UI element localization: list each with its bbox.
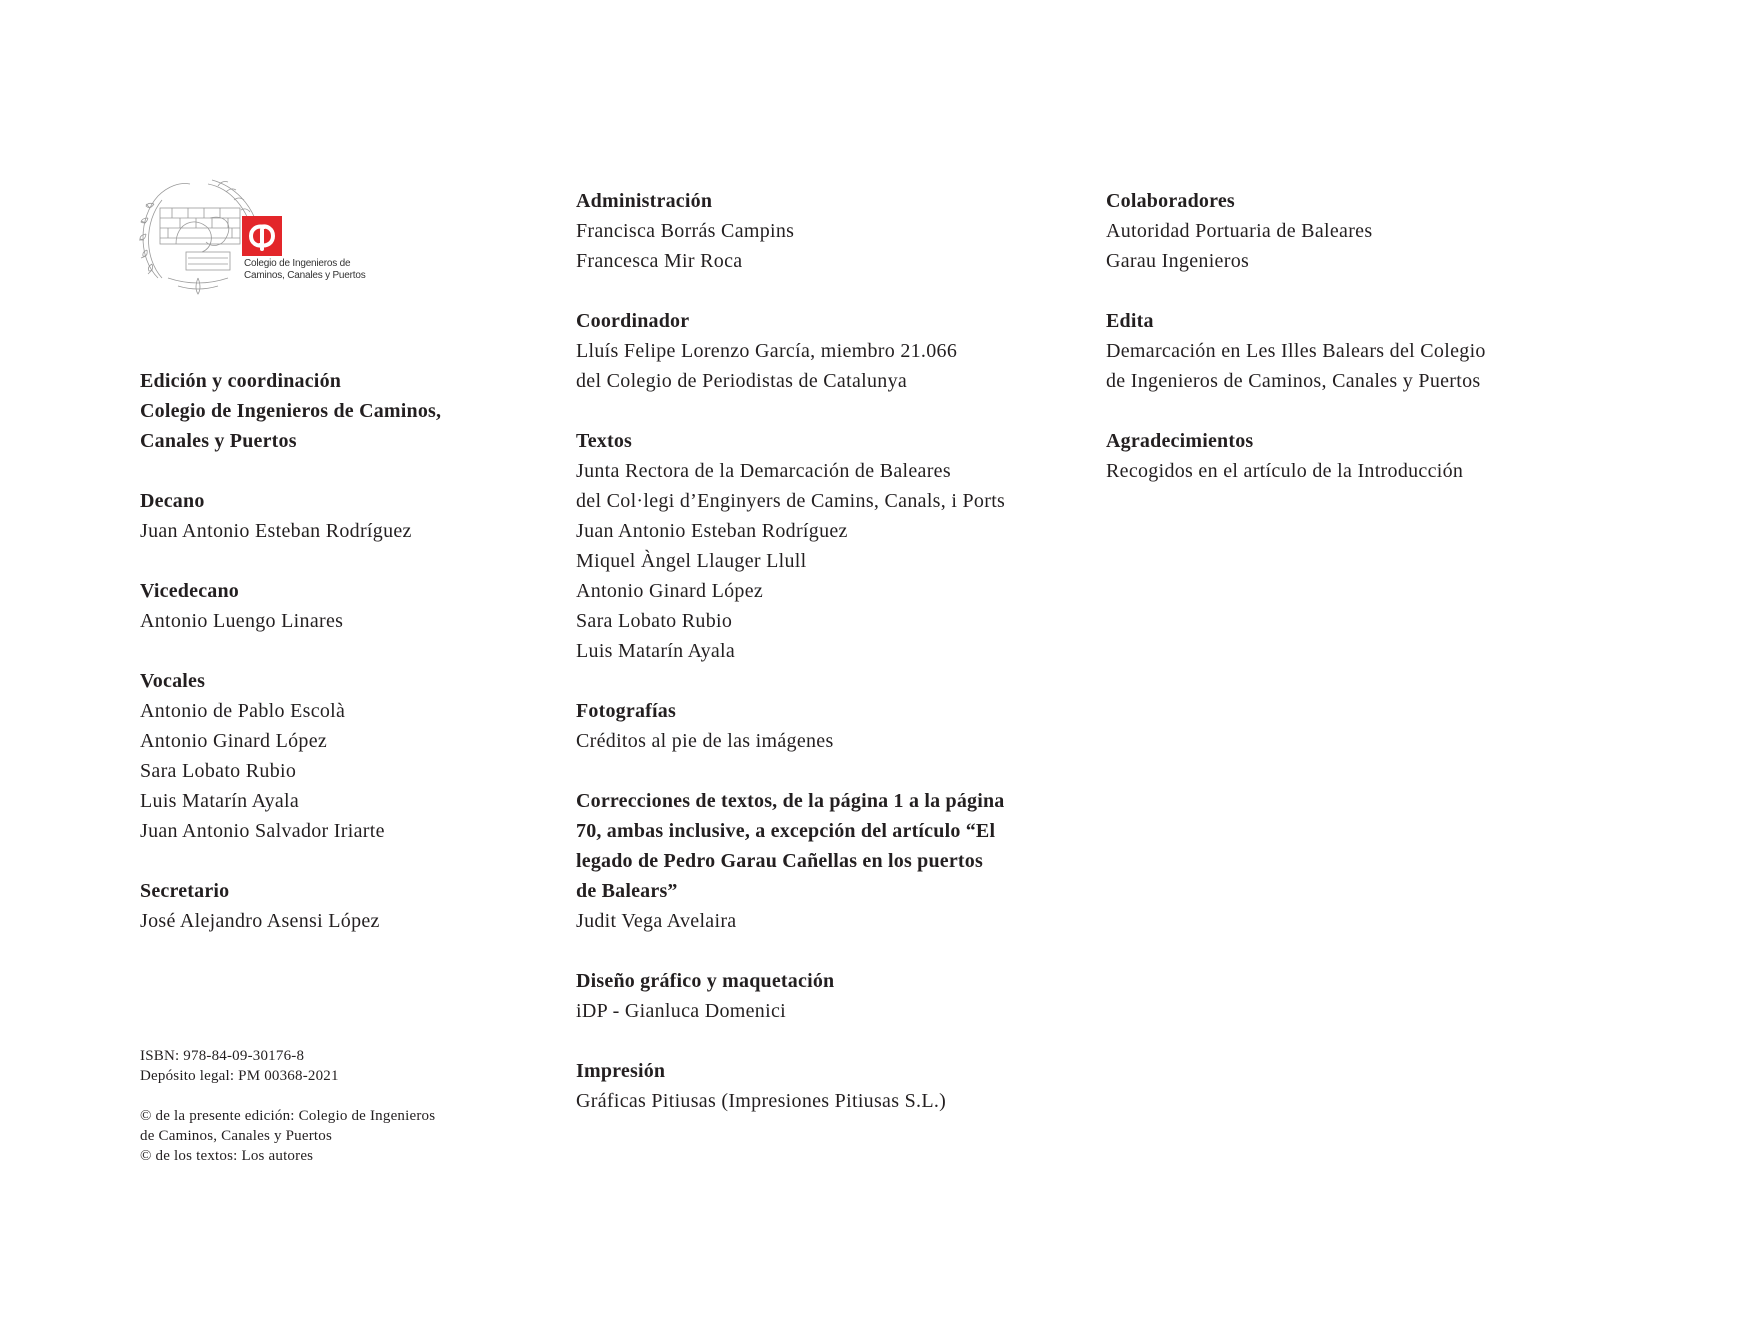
credit-section bbox=[1106, 306, 1546, 396]
credit-section bbox=[140, 576, 530, 636]
copyright-block bbox=[140, 1106, 435, 1166]
credit-section bbox=[140, 876, 530, 936]
section-line: Antonio Luengo Linares bbox=[140, 610, 344, 632]
section-line: José Alejandro Asensi López bbox=[140, 910, 380, 932]
credit-section bbox=[140, 366, 530, 456]
section-line: Junta Rectora de la Demarcación de Baleares bbox=[576, 460, 951, 482]
section-line: Francisca Borrás Campins bbox=[576, 220, 795, 242]
section-line: de Ingenieros de Caminos, Canales y Puertos bbox=[1106, 370, 1481, 392]
section-heading: Canales y Puertos bbox=[140, 430, 297, 452]
credit-section bbox=[1106, 186, 1546, 276]
credit-section bbox=[576, 306, 1046, 396]
section-line: Francesca Mir Roca bbox=[576, 250, 743, 272]
credit-section bbox=[1106, 426, 1546, 486]
section-line: Sara Lobato Rubio bbox=[576, 610, 733, 632]
logo-name-line2: Caminos, Canales y Puertos bbox=[244, 270, 366, 281]
section-line: iDP - Gianluca Domenici bbox=[576, 1000, 786, 1022]
credit-section bbox=[576, 426, 1046, 666]
section-line: Juan Antonio Esteban Rodríguez bbox=[140, 520, 412, 542]
credit-section bbox=[576, 966, 1046, 1026]
section-line: Créditos al pie de las imágenes bbox=[576, 730, 834, 752]
section-heading: Textos bbox=[576, 430, 633, 452]
section-line: Sara Lobato Rubio bbox=[140, 760, 297, 782]
section-heading: Colaboradores bbox=[1106, 190, 1235, 212]
section-line: Antonio Ginard López bbox=[576, 580, 764, 602]
credit-section bbox=[140, 666, 530, 846]
section-line: Juan Antonio Salvador Iriarte bbox=[140, 820, 385, 842]
section-heading: Colegio de Ingenieros de Caminos, bbox=[140, 400, 442, 422]
copyright-edition-cont: de Caminos, Canales y Puertos bbox=[140, 1128, 333, 1144]
section-heading: Edita bbox=[1106, 310, 1154, 332]
credit-section bbox=[576, 696, 1046, 756]
section-heading: Administración bbox=[576, 190, 713, 212]
section-line: del Colegio de Periodistas de Catalunya bbox=[576, 370, 908, 392]
deposito-legal: Depósito legal: PM 00368-2021 bbox=[140, 1068, 339, 1084]
column-3 bbox=[1106, 186, 1546, 516]
section-line: Gráficas Pitiusas (Impresiones Pitiusas S.L.) bbox=[576, 1090, 947, 1112]
section-line: Antonio Ginard López bbox=[140, 730, 328, 752]
credit-section bbox=[576, 786, 1046, 936]
section-heading: Vicedecano bbox=[140, 580, 240, 602]
section-line: Judit Vega Avelaira bbox=[576, 910, 737, 932]
section-line: Antonio de Pablo Escolà bbox=[140, 700, 346, 722]
section-line: Garau Ingenieros bbox=[1106, 250, 1250, 272]
section-line: Recogidos en el artículo de la Introducción bbox=[1106, 460, 1464, 482]
section-heading: Diseño gráfico y maquetación bbox=[576, 970, 835, 992]
section-heading: Correcciones de textos, de la página 1 a la página bbox=[576, 790, 1005, 812]
credit-section bbox=[576, 186, 1046, 276]
copyright-edition: © de la presente edición: Colegio de Ingenieros bbox=[140, 1108, 436, 1124]
logo-name-line1: Colegio de Ingenieros de bbox=[244, 258, 351, 269]
section-heading: Secretario bbox=[140, 880, 230, 902]
section-line: Luis Matarín Ayala bbox=[140, 790, 300, 812]
credit-section bbox=[140, 486, 530, 546]
section-heading: Decano bbox=[140, 490, 205, 512]
section-line: del Col·legi d’Enginyers de Camins, Canals, i Ports bbox=[576, 490, 1006, 512]
institution-logo bbox=[138, 178, 368, 303]
copyright-texts: © de los textos: Los autores bbox=[140, 1148, 314, 1164]
section-heading: Edición y coordinación bbox=[140, 370, 342, 392]
column-1 bbox=[140, 366, 530, 966]
section-heading: legado de Pedro Garau Cañellas en los puertos bbox=[576, 850, 983, 872]
section-line: Demarcación en Les Illes Balears del Colegio bbox=[1106, 340, 1486, 362]
credit-section bbox=[576, 1056, 1046, 1116]
section-line: Juan Antonio Esteban Rodríguez bbox=[576, 520, 848, 542]
red-emblem-icon bbox=[242, 216, 282, 256]
section-line: Miquel Àngel Llauger Llull bbox=[576, 550, 807, 572]
legal-block bbox=[140, 1046, 339, 1086]
section-heading: Impresión bbox=[576, 1060, 666, 1082]
section-heading: Agradecimientos bbox=[1106, 430, 1254, 452]
section-line: Autoridad Portuaria de Baleares bbox=[1106, 220, 1373, 242]
section-heading: Fotografías bbox=[576, 700, 676, 722]
column-2 bbox=[576, 186, 1046, 1146]
isbn: ISBN: 978-84-09-30176-8 bbox=[140, 1048, 305, 1064]
section-heading: Vocales bbox=[140, 670, 206, 692]
section-heading: de Balears” bbox=[576, 880, 678, 902]
section-line: Luis Matarín Ayala bbox=[576, 640, 736, 662]
section-heading: 70, ambas inclusive, a excepción del artículo “El bbox=[576, 820, 996, 842]
section-line: Lluís Felipe Lorenzo García, miembro 21.066 bbox=[576, 340, 958, 362]
section-heading: Coordinador bbox=[576, 310, 690, 332]
